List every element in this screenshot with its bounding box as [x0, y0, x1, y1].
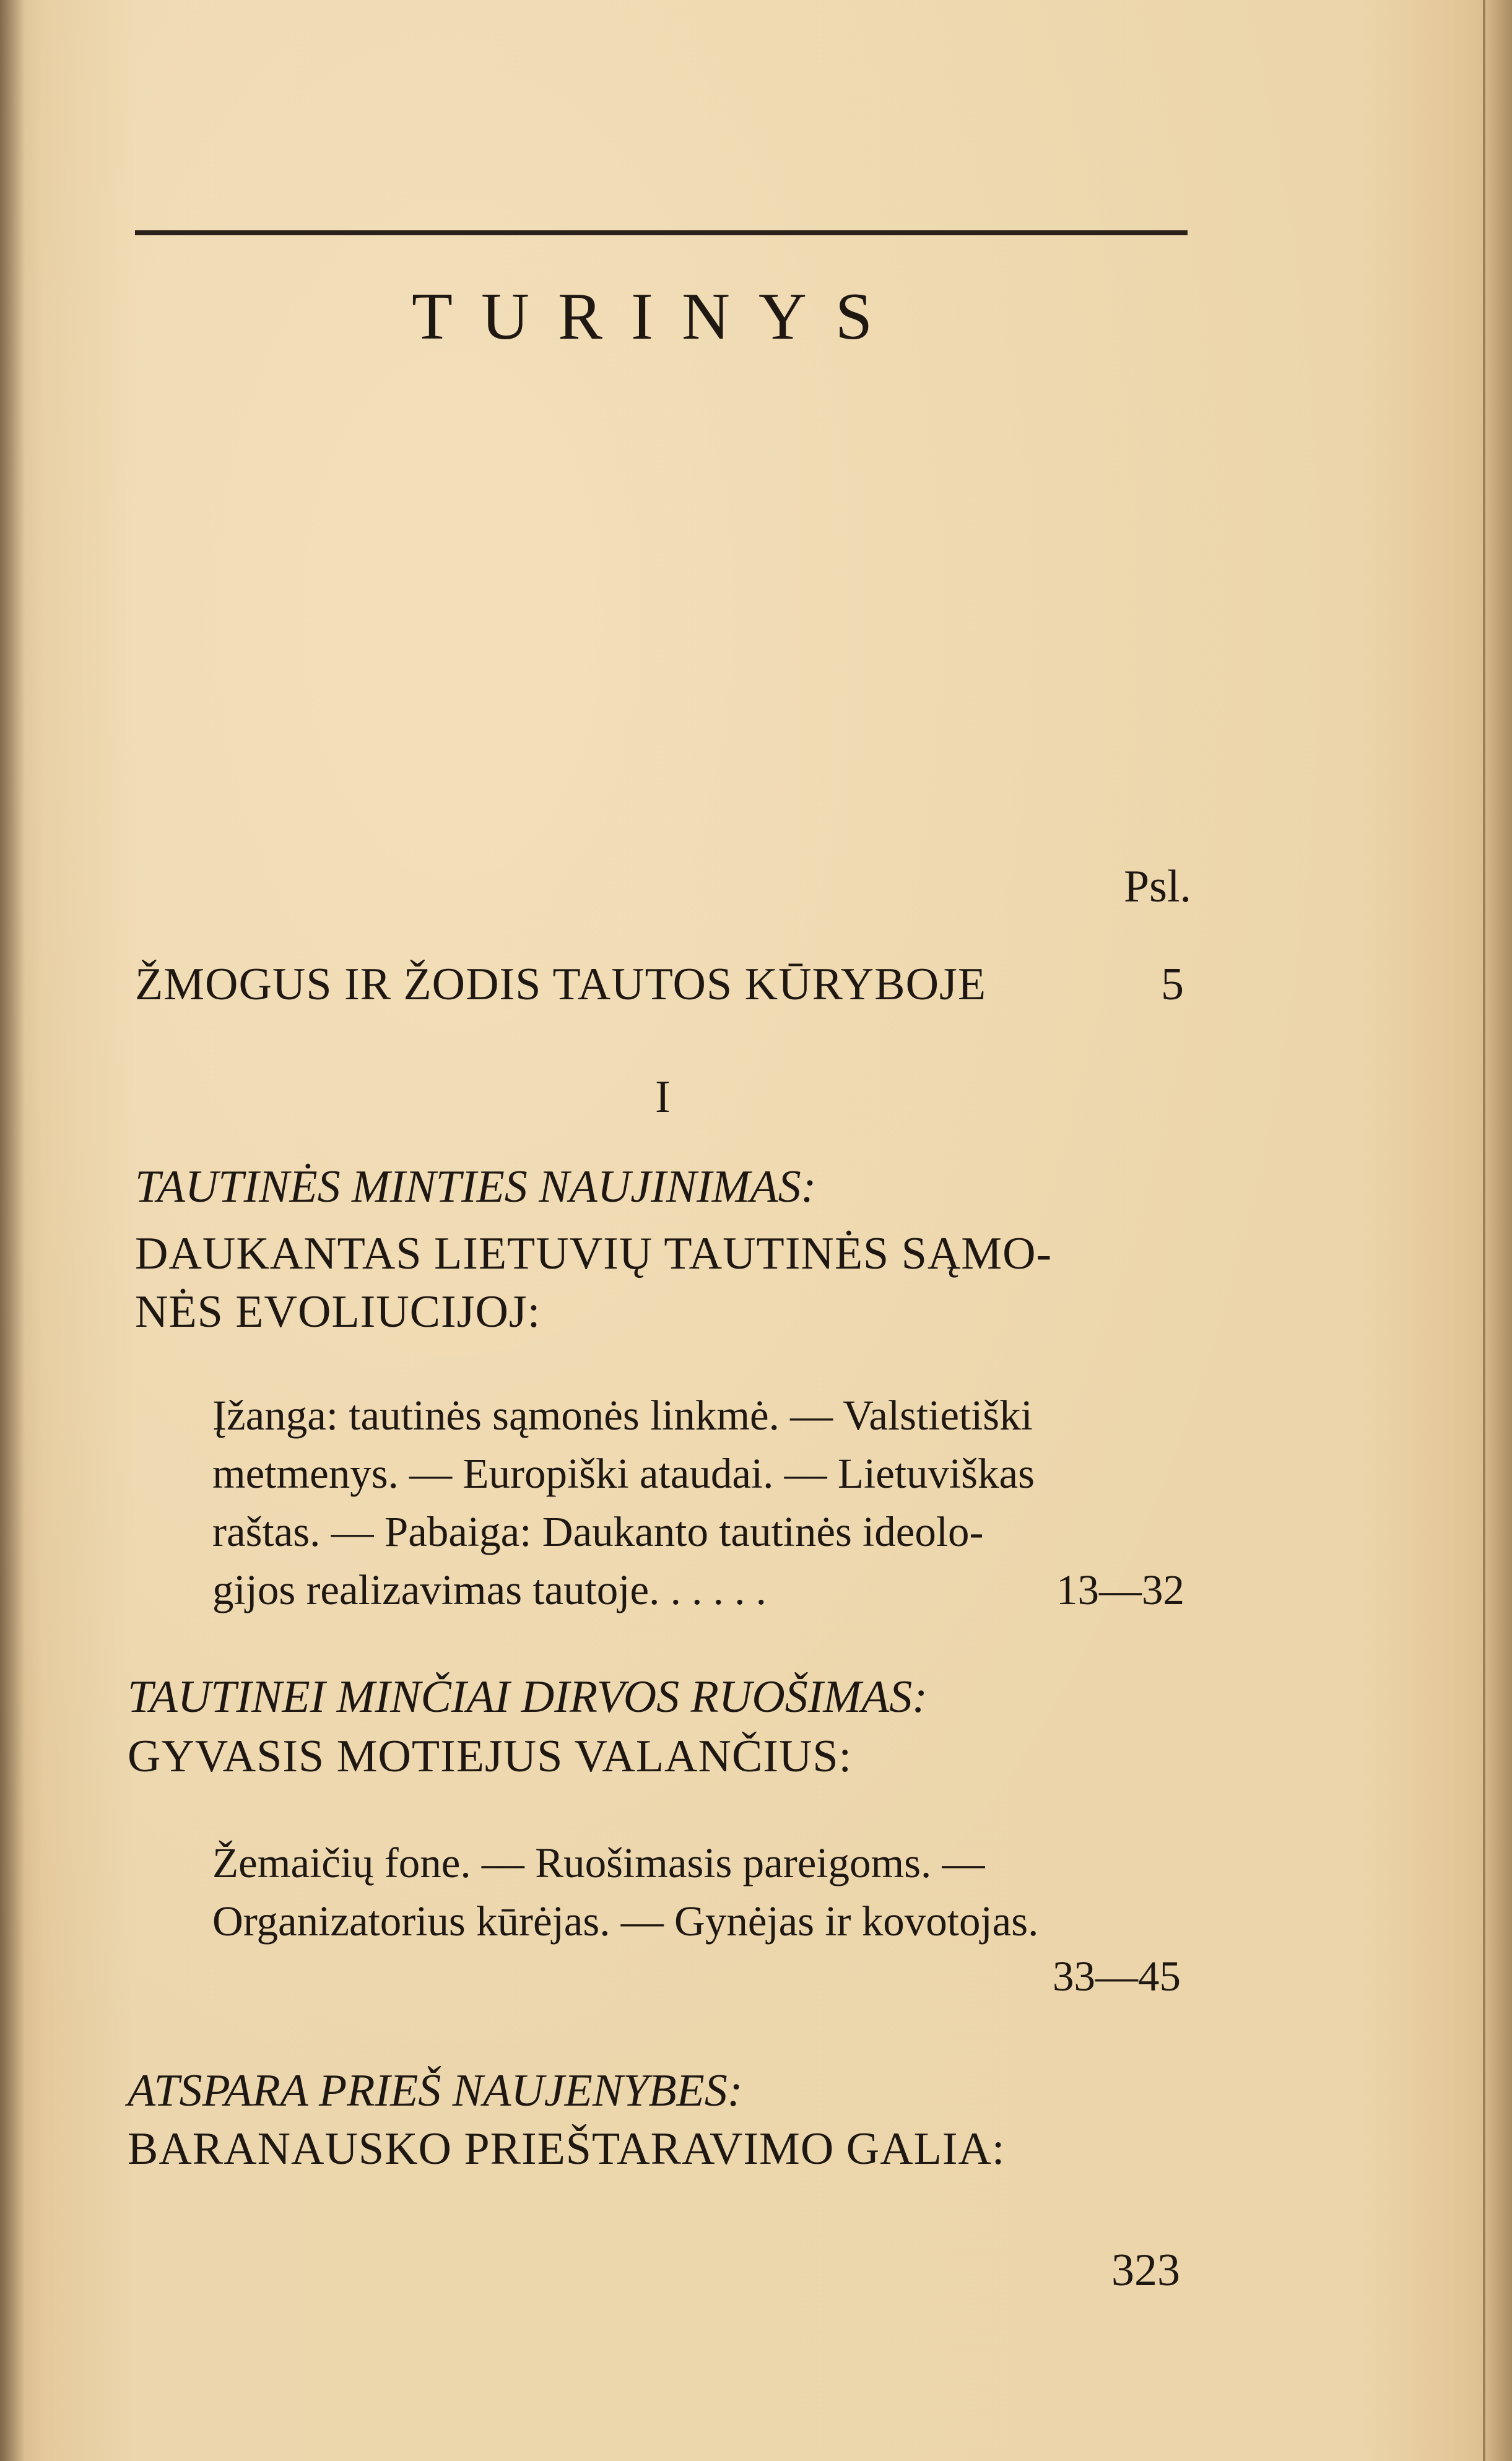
page-gutter-shadow — [0, 0, 25, 2461]
entry-2-caps-line-1: GYVASIS MOTIEJUS VALANČIUS: — [128, 1731, 853, 1782]
page-folio: 323 — [1111, 2245, 1180, 2296]
header-rule — [135, 230, 1188, 235]
entry-1-italic-title: TAUTINĖS MINTIES NAUJINIMAS: — [135, 1161, 817, 1212]
entry-2-body-line-2: Organizatorius kūrėjas. — Gynėjas ir kovotojas. — [212, 1898, 1039, 1945]
entry-3-caps-line-1: BARANAUSKO PRIEŠTARAVIMO GALIA: — [128, 2124, 1006, 2174]
entry-1-body-line-1: Įžanga: tautinės sąmonės linkmė. — Valstietiški — [212, 1392, 1033, 1439]
entry-1-body-line-3: raštas. — Pabaiga: Daukanto tautinės ideolo- — [212, 1508, 984, 1555]
section-number: I — [655, 1072, 671, 1122]
entry-2-body-line-1: Žemaičių fone. — Ruošimasis pareigoms. — — [212, 1839, 985, 1886]
entry-1-body-line-2: metmenys. — Europiški ataudai. — Lietuviškas — [212, 1450, 1035, 1497]
intro-entry-title: ŽMOGUS IR ŽODIS TAUTOS KŪRYBOJE — [135, 959, 987, 1010]
page-title: TURINYS — [412, 280, 902, 354]
entry-1-body-line-4: gijos realizavimas tautoje. . . . . . — [212, 1566, 767, 1613]
entry-2-italic-title: TAUTINEI MINČIAI DIRVOS RUOŠIMAS: — [128, 1672, 928, 1722]
page-right-shadow — [1481, 0, 1512, 2461]
entry-1-caps-line-2: NĖS EVOLIUCIJOJ: — [135, 1287, 541, 1337]
entry-1-pages: 13—32 — [1056, 1566, 1184, 1613]
entry-3-italic-title: ATSPARA PRIEŠ NAUJENYBES: — [128, 2065, 743, 2116]
entry-1-caps-line-1: DAUKANTAS LIETUVIŲ TAUTINĖS SĄMO- — [135, 1228, 1053, 1279]
page-column-label: Psl. — [1124, 861, 1192, 912]
intro-entry-page: 5 — [1161, 959, 1184, 1010]
entry-2-pages: 33—45 — [1053, 1953, 1181, 2000]
